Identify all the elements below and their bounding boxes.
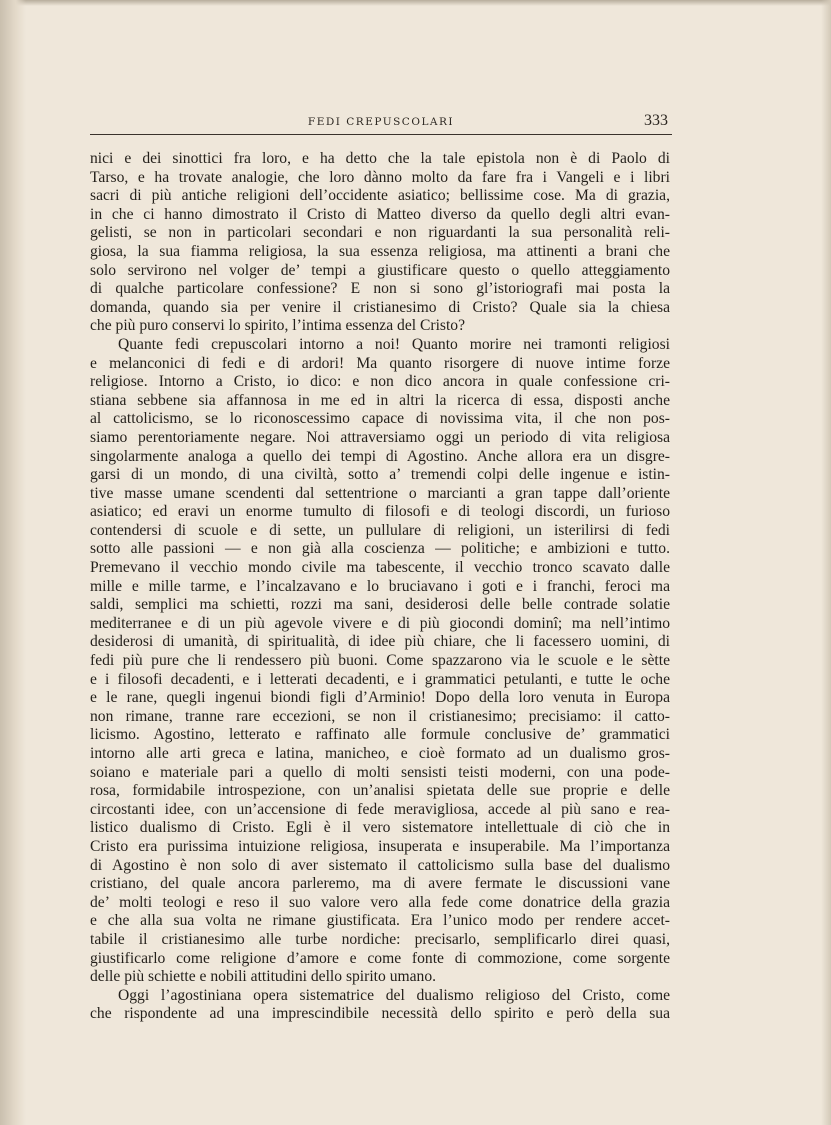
text-line: Premevano il vecchio mondo civile ma tabescente, il vecchio tronco scavato dalle [90, 559, 670, 577]
text-line: religiose. Intorno a Cristo, io dico: e non dico ancora in quale confessione cri- [90, 373, 670, 391]
text-line: licismo. Agostino, letterato e raffinato alle formule conclusive de’ grammatici [90, 726, 670, 744]
page-right-edge [821, 0, 831, 1125]
text-line: gelisti, se non in particolari secondari e non riguardanti la sua personalità reli- [90, 224, 670, 242]
text-line: intorno alle arti greca e latina, manicheo, e cioè formato ad un dualismo gros- [90, 745, 670, 762]
text-line: mediterranee e di un più agevole vivere e di più giocondi dominî; ma nell’intimo [90, 614, 670, 632]
text-line: soiano e materiale pari a quello di molti sensisti teisti moderni, con una pode- [90, 763, 670, 781]
text-line: Cristo era purissima intuizione religiosa, insuperata e insuperabile. Ma l’importanza [90, 837, 670, 855]
text-line: domanda, quando sia per venire il cristianesimo di Cristo? Quale sia la chiesa [90, 298, 670, 316]
text-line: desiderosi di umanità, di spiritualità, di idee più chiare, che li facessero uomini, di [90, 633, 670, 651]
text-line: sacri di più antiche religioni dell’occidente asiatico; bellissime cose. Ma di grazia, [90, 187, 670, 205]
body-text [90, 150, 670, 1024]
running-title: FEDI CREPUSCOLARI [307, 116, 455, 128]
text-line: mille e mille tarme, e l’incalzavano e lo bruciavano i goti e i franchi, feroci ma [90, 577, 670, 595]
text-line: singolarmente analoga a quello dei tempi di Agostino. Anche allora era un disgre- [90, 447, 670, 465]
text-line: e le rane, quegli ingenui biondi figli d’Arminio! Dopo della loro venuta in Europa [90, 689, 670, 707]
text-line: de’ molti teologi e reso il suo valore vero alla fede come donatrice della grazia [90, 893, 670, 911]
text-line: che più puro conservi lo spirito, l’intima essenza del Cristo? [90, 317, 466, 335]
text-line: al cattolicismo, se lo riconoscessimo capace di novissima vita, il che non pos- [90, 410, 670, 428]
text-line: di qualche particolare confessione? E non si sono gl’istoriografi mai posta la [90, 280, 670, 298]
text-line: giustificarlo come religione d’amore e come fonte di commozione, come sorgente [90, 949, 670, 967]
running-header [90, 112, 672, 135]
text-line: Oggi l’agostiniana opera sistematrice del dualismo religioso del Cristo, come [118, 986, 670, 1004]
text-line: e che alla sua volta ne rimane giustificata. Era l’unico modo per rendere accet- [90, 912, 670, 930]
text-line: fedi più pure che li rendessero più buoni. Come spazzarono via le scuole e le sètte [90, 652, 670, 670]
text-line: contendersi di scuole e di sette, un pullulare di religioni, un isterilirsi di fedi [90, 521, 670, 539]
text-line: circostanti idee, con un’accensione di fede meravigliosa, accede al più sano e rea- [90, 800, 670, 818]
text-line: rosa, formidabile introspezione, con un’analisi spietata delle sue proprie e delle [90, 782, 670, 800]
text-line: garsi di un mondo, di una civiltà, sotto a’ tremendi colpi delle ingenue e istin- [90, 466, 670, 484]
text-line: siamo perentoriamente negare. Noi attraversiamo oggi un periodo di vita religiosa [90, 428, 670, 446]
page-top-edge [0, 0, 831, 6]
text-line: saldi, semplici ma schietti, rozzi ma sani, desiderosi delle belle contrade solatie [90, 596, 670, 614]
text-line: giosa, la sua fiamma religiosa, la sua essenza religiosa, ma attinenti a brani che [90, 242, 670, 260]
text-line: cristiano, del quale ancora parleremo, ma di avere fermate le discussioni vane [90, 875, 670, 893]
text-line: tabile il cristianesimo alle turbe nordiche: precisarlo, semplificarlo direi quasi, [90, 930, 670, 948]
text-line: stiana sebbene sia affannosa in me ed in altri la ricerca di essa, disposti anche [90, 391, 670, 409]
text-line: tive masse umane scendenti dal settentrione o marcianti a gran tappe dall’oriente [90, 484, 670, 502]
text-line: che rispondente ad una imprescindibile necessità dello spirito e però della sua [90, 1005, 670, 1023]
text-line: delle più schiette e nobili attitudini dello spirito umano. [90, 968, 437, 986]
text-line: in che ci hanno dimostrato il Cristo di Matteo diverso da quello degli altri evan- [90, 205, 670, 223]
text-line: e melanconici di fedi e di ardori! Ma quanto risorgere di nuove intime forze [90, 354, 670, 372]
text-line: e i filosofi decadenti, e i letterati decadenti, e i grammatici petulanti, e tutte le oche [90, 670, 670, 688]
page-number: 333 [644, 112, 668, 129]
text-line: Quante fedi crepuscolari intorno a noi! Quanto morire nei tramonti religiosi [118, 335, 670, 353]
text-line: di Agostino è non solo di aver sistemato il cattolicismo sulla base del dualismo [90, 856, 670, 874]
page-left-edge [0, 0, 26, 1125]
text-line: asiatico; ed eravi un enorme tumulto di filosofi e di teologi discordi, un furioso [90, 503, 670, 521]
text-line: solo servirono nel volger de’ tempi a giustificare questo o quello atteggiamento [90, 261, 670, 279]
text-line: listico dualismo di Cristo. Egli è il vero sistematore intellettuale di ciò che in [90, 819, 670, 837]
text-line: sotto alle passioni — e non già alla coscienza — politiche; e ambizioni e tutto. [90, 540, 670, 558]
text-line: nici e dei sinottici fra loro, e ha detto che la tale epistola non è di Paolo di [90, 150, 670, 167]
text-line: Tarso, e ha trovate analogie, che loro dànno molto da fare fra i Vangeli e i libri [90, 168, 670, 186]
text-line: non rimane, tranne rare eccezioni, se non il cristianesimo; precisiamo: il catto- [90, 707, 670, 725]
